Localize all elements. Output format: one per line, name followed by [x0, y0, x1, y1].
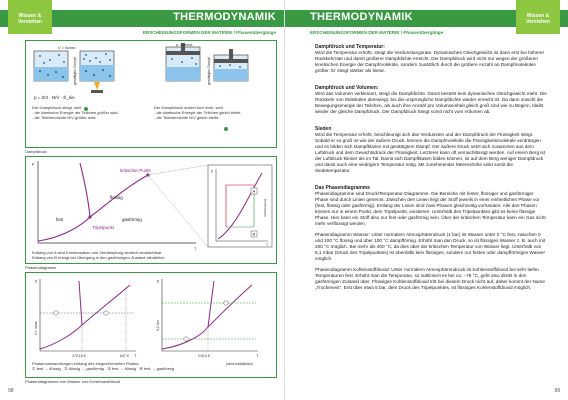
left-vapor-explanation: Der Dampfdruck steigt, weil: - die kinetische Energie der Teilchen größer wird, - die Teilchendichte N/V größer wird. [32, 105, 119, 120]
section-phase-diagram: Das Phasendiagramme Phasendiagramme sind Druck/Temperatur-Diagramme. Die Bereiche mit fester, flüssiger und gasförmiger Phase sind durch Linien getrennt. Zwischen den Linien liegt der Stoff jeweils in einer einheitlichen Phase vor (fest, flüssig oder gasförmig). Entlang der Linien sind zwei Phasen gleichzeitig vorhanden. Alle drei Phasen können nur in einem Punkt, dem Tripelpunkt, existieren. Unterhalb des Tripelpunktes gibt es keine flüssige Phase. Hier kann ein Stoff also nur fest oder gasförmig sein. Über der kritischen Temperatur kann ein Gas nicht mehr verflüssigt werden. [315, 185, 546, 226]
axis-t: T [194, 246, 197, 251]
label-triple-point: Tripelpunkt [92, 225, 115, 230]
section-tab: Wissen & Verstehen [8, 0, 52, 34]
water-x-label-2: 647 K [120, 354, 130, 358]
page-number-right: 99 [554, 388, 560, 394]
label-critical-point: kritischer Punkt [120, 168, 151, 173]
marker-a: A [252, 188, 256, 194]
check-icon [224, 127, 228, 131]
phase-diagram-illustration [26, 157, 276, 263]
page-title: THERMODYNAMIK [173, 11, 276, 23]
figure-phase-diagram [25, 156, 277, 264]
label-solid: fest [56, 217, 64, 222]
page-number-left: 98 [8, 388, 14, 394]
right-page [284, 0, 568, 400]
co2-note: (nicht maßstäblich) [226, 362, 253, 366]
section-vapor-volume: Dampfdruck und Volumen: Wird das Volumen verkleinert, steigt die Dampfdichte. Damit besteht kein dynamisches Gleichgewicht mehr. Die Rückkehr von Molekülen überwiegt, bis die ursprüngliche Dampfdichte wieder erreicht ist. Da dann sowohl die Bewegungsenergie der Teilchen, als auch ihre Anzahl pro Volumseinheit gleich groß sind wie zu Beginn, bleibt wieder der gleiche Dampfdruck. Der Dampfdruck hängt somit nicht vom Volumen ab. [315, 85, 547, 114]
marker-b: B [252, 231, 256, 237]
phase-diagram-explanation: Entlang von A sind Kondensation und Verdampfung deutlich beobachtbar. Entlang von B erfolgt der Übergang in den gasförmigen Zustand allmählich. [32, 250, 166, 260]
page-title: THERMODYNAMIK [310, 11, 413, 23]
label-fluid: flüssig [110, 195, 123, 200]
water-axis-t: T [134, 353, 137, 358]
section-water: Phasendiagramm Wasser: Unter normalem Atmosphärendruck (1 bar) ist Wasser unter 0 °C fest, zwischen 0 und 100 °C flüssig und über 100 °C dampfförmig. Erhöht man den Druck, so ist flüssiges Wasser z. B. auch mit 200 °C möglich. Bei mehr als 400 °C, da dies über der kritischen Temperatur von Wasser liegt. Unterhalb von 6,1 mbar (Druck des Tripelpunktes) ist ebenfalls kein flüssiges, sondern nur festes oder dampfförmiges Wasser möglich. [315, 232, 546, 261]
page-subtitle: ERSCHEINUNGSFORMEN DER MATERIE / Phasenübergänge [310, 30, 444, 35]
figure-water-co2 [25, 272, 277, 378]
body-text [315, 44, 547, 296]
right-vapor-explanation: Der Dampfdruck ändert sich nicht, weil: - die kinetische Energie der Teilchen gleich bleibt, - die Teilchendichte N/V gleich bleibt. [154, 105, 242, 120]
water-axis-p: p [35, 278, 38, 283]
label-gas: gasförmig [122, 217, 142, 222]
caption-phase-diagram: Phasendiagramm [25, 265, 57, 270]
section-tab: Wissen & Verstehen [516, 0, 560, 34]
co2-x-label: 216,6 K [198, 354, 211, 358]
section-boiling: Sieden Wird die Temperatur erhöht, beschleunigt sich das Verdunsten und der Dampfdruck der Flüssigkeit steigt. Sobald er so groß ist wie der äußere Druck, können die Dampfmoleküle die Flüssigkeitsmoleküle verdrängen und es bilden sich Dampfblasen mit gesättigtem Dampf. Der äußere Druck setzt sich zusammen aus dem Luftdruck und dem Gewichtsdruck der Flüssigkeit. Letzterer kann oft vernachlässigt werden. Auf einem Berg ist der Luftdruck kleiner als im Tal. Damit sich Dampfblasen bilden können, ist auf dem Berg weniger Dampfdruck und damit auch eine niedrigere Temperatur nötig. Mit zunehmender Meereshöhe sinkt somit die Siedetemperatur. [315, 126, 546, 173]
vapor-pressure-illustration [26, 41, 276, 147]
label-v-const: V = konst. [58, 45, 76, 50]
section-vapor-temperature: Dampfdruck und Temperatur: Wird die Temperatur erhöht, steigt die Verdunstungsrate. Dynamisches Gleichgewicht ist dann erst bei höherer Rückkehrrate und damit größerer Dampfdichte erreicht. Der Dampfdruck wird nicht nur wegen der größeren kinetischen Energie der Dampfmoleküle, sondern zusätzlich durch die größere Anzahl an Dampfmolekülen größer. Er steigt stärker als linear. [315, 44, 545, 73]
inset-axis-p: p [211, 169, 213, 173]
page-subtitle: ERSCHEINUNGSFORMEN DER MATERIE / Phasenübergänge [142, 30, 276, 35]
axis-p: p [32, 161, 35, 166]
label-p-const: p = konst. [176, 42, 194, 47]
co2-axis-p: p [157, 278, 160, 283]
water-x-label-1: 273,16 K [72, 354, 87, 358]
formula: p = 2/3 · N/V · Ē_kin [34, 95, 75, 100]
caption-vapor-pressure: Dampfdruck [25, 149, 47, 154]
section-co2: Phasendiagramm Kohlenstoffdioxid: Unter normalem Atmosphärendruck ist Kohlenstoffdioxid bei sehr tiefen Temperaturen fest. Erhöht man die Temperatur, so sublimiert es bei ca. −78 °C, geht also direkt in den gasförmigen Zustand über. Flüssiges Kohlenstoffdioxid tritt bei diesem Druck nicht auf, daher kommt der Name „Trockeneis". Erst über etwa 5 bar, dem Druck des Tripelpunktes, ist flüssiges Kohlenstoffdioxid möglich. [315, 267, 545, 290]
label-saturated-vapor-right: gesättigter Dampf [207, 57, 211, 85]
co2-y-label: 5,2 bar [156, 320, 160, 331]
figure-vapor-pressure [25, 40, 277, 148]
inset-axis-t: T [266, 243, 269, 247]
co2-axis-t: T [256, 353, 259, 358]
water-co2-legend: Phasenumwandlungen entlang des eingezeichneten Pfades: ① fest → flüssig ② flüssig → gasförmig ③ fest → flüssig ④ fest → gasförmig [32, 361, 175, 371]
label-saturated-vapor-left: gesättigter Dampf [73, 57, 77, 85]
caption-water-co2: Phasendiagramme von Wasser und Kohlenstoffdioxid [25, 379, 120, 384]
water-y-label: 0,1 mbar [34, 321, 38, 335]
inset-condense-label: Verflüssigung [263, 198, 267, 217]
